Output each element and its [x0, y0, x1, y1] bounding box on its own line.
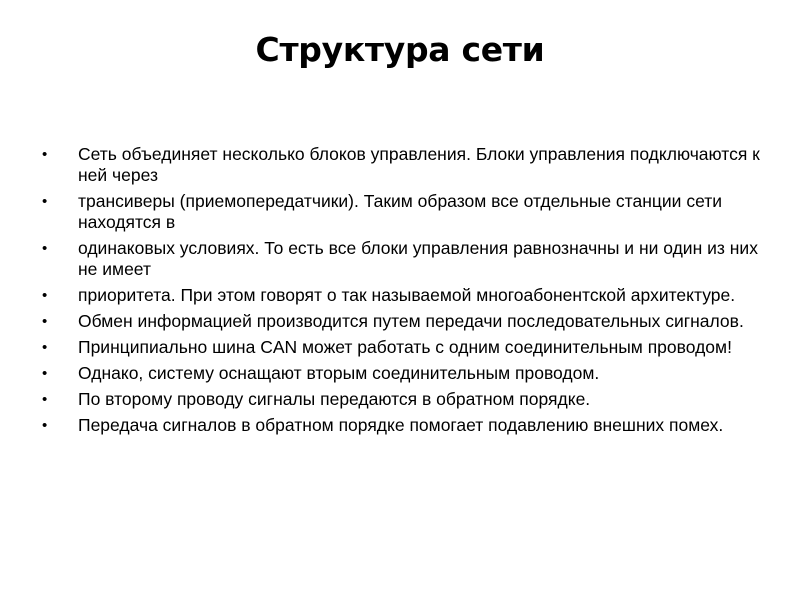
bullet-text: Принципиально шина CAN может работать с одним соединительным проводом! [78, 337, 732, 357]
list-item [42, 415, 762, 436]
list-item [42, 337, 762, 358]
list-item [42, 285, 762, 306]
bullet-icon: • [42, 365, 48, 382]
list-item [42, 191, 762, 233]
bullet-text: трансиверы (приемопередатчики). Таким образом все отдельные станции сети находятся в [78, 191, 723, 232]
list-item [42, 389, 762, 410]
bullet-text: одинаковых условиях. То есть все блоки управления равнозначны и ни один из них не имеет [78, 238, 758, 279]
bullet-icon: • [42, 240, 48, 257]
list-item [42, 144, 762, 186]
slide-title: Структура сети [255, 30, 545, 69]
bullet-text: Передача сигналов в обратном порядке помогает подавлению внешних помех. [78, 415, 724, 435]
bullet-text: По второму проводу сигналы передаются в обратном порядке. [78, 389, 591, 409]
bullet-text: Обмен информацией производится путем передачи последовательных сигналов. [78, 311, 744, 331]
list-item [42, 363, 762, 384]
bullet-text: приоритета. При этом говорят о так называемой многоабонентской архитектуре. [78, 285, 736, 305]
list-item [42, 238, 762, 280]
bullet-icon: • [42, 146, 48, 163]
bullet-icon: • [42, 313, 48, 330]
bullet-list [42, 144, 762, 441]
list-item [42, 311, 762, 332]
bullet-text: Сеть объединяет несколько блоков управления. Блоки управления подключаются к ней через [78, 144, 760, 185]
bullet-icon: • [42, 339, 48, 356]
bullet-text: Однако, систему оснащают вторым соединительным проводом. [78, 363, 600, 383]
bullet-icon: • [42, 391, 48, 408]
bullet-icon: • [42, 417, 48, 434]
bullet-icon: • [42, 193, 48, 210]
bullet-icon: • [42, 287, 48, 304]
